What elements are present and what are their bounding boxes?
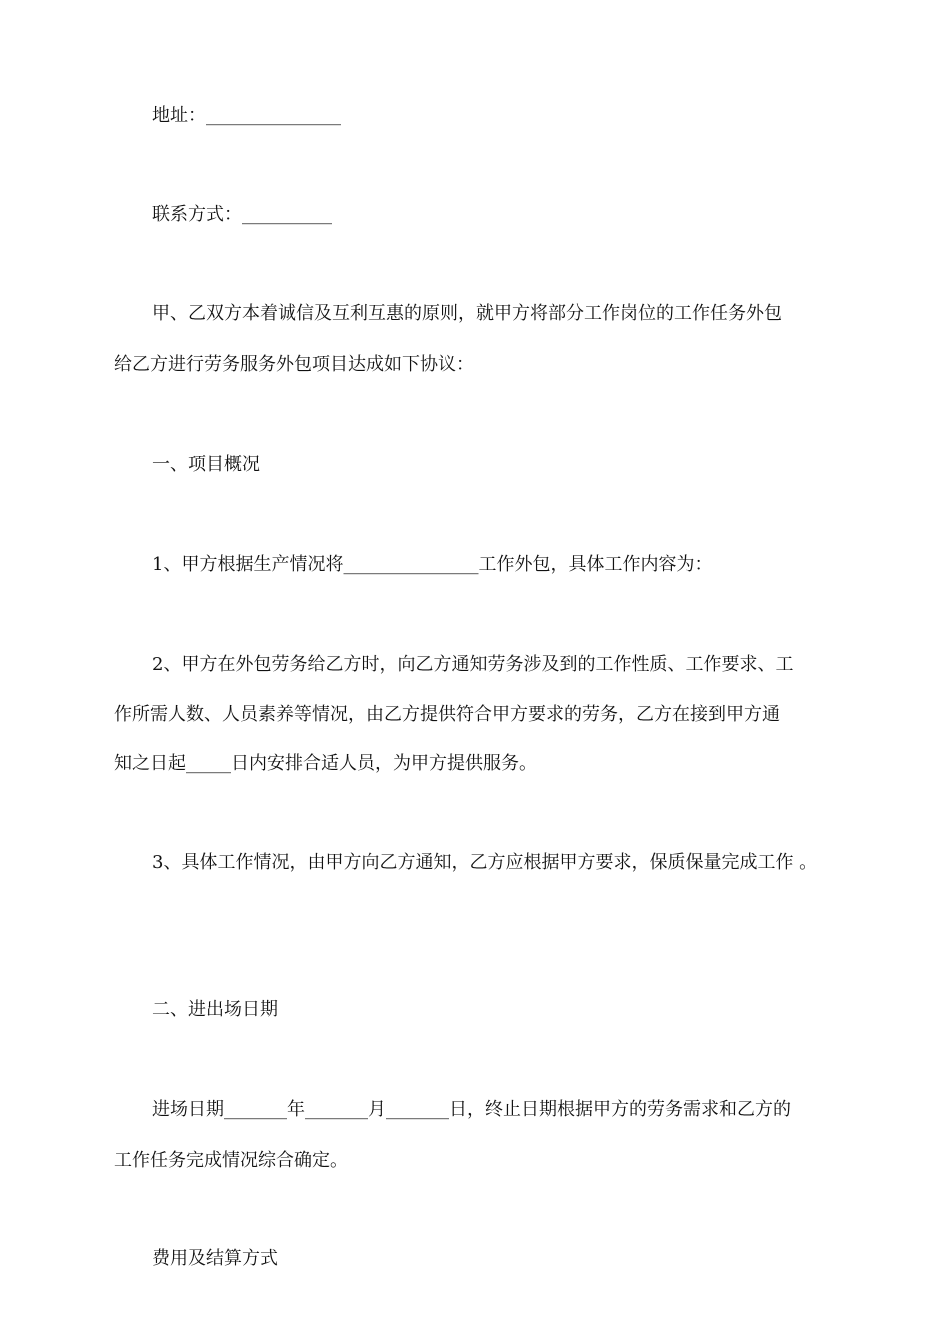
- entry-date-line-1: 进场日期_______年_______月_______日，终止日期根据甲方的劳务需求和乙方的: [152, 1099, 791, 1120]
- section-2-heading: 二、进出场日期: [152, 999, 278, 1020]
- entry-date-line-2: 工作任务完成情况综合确定。: [114, 1150, 348, 1171]
- clause-1-2-line-3: 知之日起_____日内安排合适人员，为甲方提供服务。: [114, 753, 537, 774]
- section-3-heading: 费用及结算方式: [152, 1248, 278, 1269]
- clause-1-2-line-1: 2、甲方在外包劳务给乙方时，向乙方通知劳务涉及到的工作性质、工作要求、工: [152, 654, 794, 675]
- clause-1-1: 1、甲方根据生产情况将_______________工作外包，具体工作内容为：: [152, 554, 713, 575]
- section-1-heading: 一、项目概况: [152, 454, 260, 475]
- intro-line-1: 甲、乙双方本着诚信及互利互惠的原则，就甲方将部分工作岗位的工作任务外包: [152, 303, 782, 324]
- clause-1-3: 3、具体工作情况，由甲方向乙方通知，乙方应根据甲方要求，保质保量完成工作 。: [152, 852, 818, 873]
- contact-line: 联系方式：__________: [152, 204, 332, 225]
- address-line: 地址：_______________: [152, 105, 341, 126]
- clause-1-2-line-2: 作所需人数、人员素养等情况，由乙方提供符合甲方要求的劳务，乙方在接到甲方通: [114, 704, 780, 725]
- intro-line-2: 给乙方进行劳务服务外包项目达成如下协议：: [114, 354, 474, 375]
